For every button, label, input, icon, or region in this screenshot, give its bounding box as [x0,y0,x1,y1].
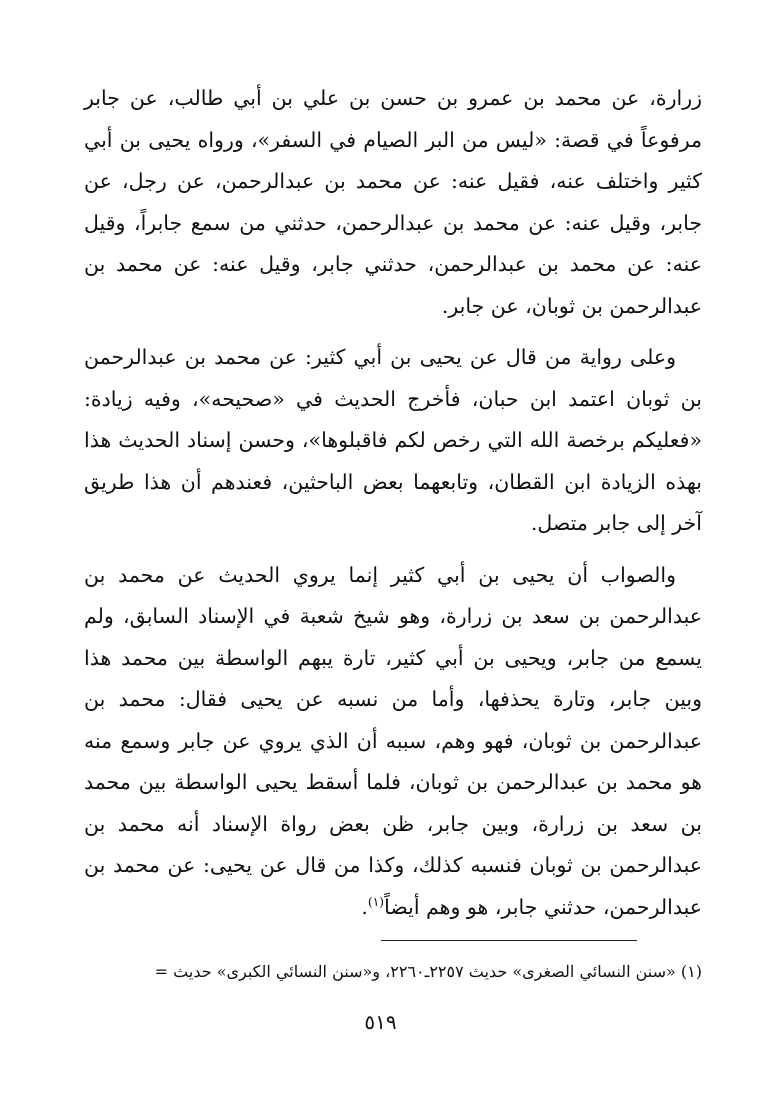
paragraph-3-end: . [361,894,368,919]
paragraph-3 [84,555,702,929]
main-text [84,78,702,938]
paragraph-2: وعلى رواية من قال عن يحيى بن أبي كثير: عن محمد بن عبدالرحمن بن ثوبان اعتمد ابن حبان، فأخرج الحديث في «صحيحه»، وفيه زيادة: «فعليكم برخصة الله التي رخص لكم فاقبلوها»، وحسن إسناد الحديث هذا بهذه الزيادة ابن القطان، وتابعهما بعض الباحثين، فعندهم أن هذا طريق آخر إلى جابر متصل. [84,345,702,535]
footnote: (١) «سنن النسائي الصغرى» حديث ٢٢٥٧ـ٢٢٦٠، و«سنن النسائي الكبرى» حديث = [154,962,702,981]
page-number: ٥١٩ [364,1010,397,1034]
paragraph-1: زرارة، عن محمد بن عمرو بن حسن بن علي بن أبي طالب، عن جابر مرفوعاً في قصة: «ليس من البر الصيام في السفر»، ورواه يحيى بن أبي كثير واختلف عنه، فقيل عنه: عن محمد بن عبدالرحمن، عن رجل، عن جابر، وقيل عنه: عن محمد بن عبدالرحمن، حدثني من سمع جابراً، وقيل عنه: عن محمد بن عبدالرحمن، حدثني جابر، وقيل عنه: عن محمد بن عبدالرحمن بن ثوبان، عن جابر. [84,86,702,318]
footnote-separator [381,940,637,941]
footnote-reference[interactable]: (١) [367,894,385,909]
paragraph-3-text: والصواب أن يحيى بن أبي كثير إنما يروي الحديث عن محمد بن عبدالرحمن بن سعد بن زرارة، وهو شيخ شعبة في الإسناد السابق، ولم يسمع من جابر، ويحيى بن أبي كثير، تارة يبهم الواسطة بين محمد هذا وبين جابر، وتارة يحذفها، وأما من نسبه عن يحيى فقال: محمد بن عبدالرحمن بن ثوبان، فهو وهم، سببه أن الذي يروي عن جابر وسمع منه هو محمد بن عبدالرحمن بن ثوبان، فلما أسقط يحيى الواسطة بين محمد بن سعد بن زرارة، وبين جابر، ظن بعض رواة الإسناد أنه محمد بن عبدالرحمن بن ثوبان فنسبه كذلك، وكذا من قال عن يحيى: عن محمد بن عبدالرحمن، حدثني جابر، هو وهم أيضاً [84,562,702,919]
